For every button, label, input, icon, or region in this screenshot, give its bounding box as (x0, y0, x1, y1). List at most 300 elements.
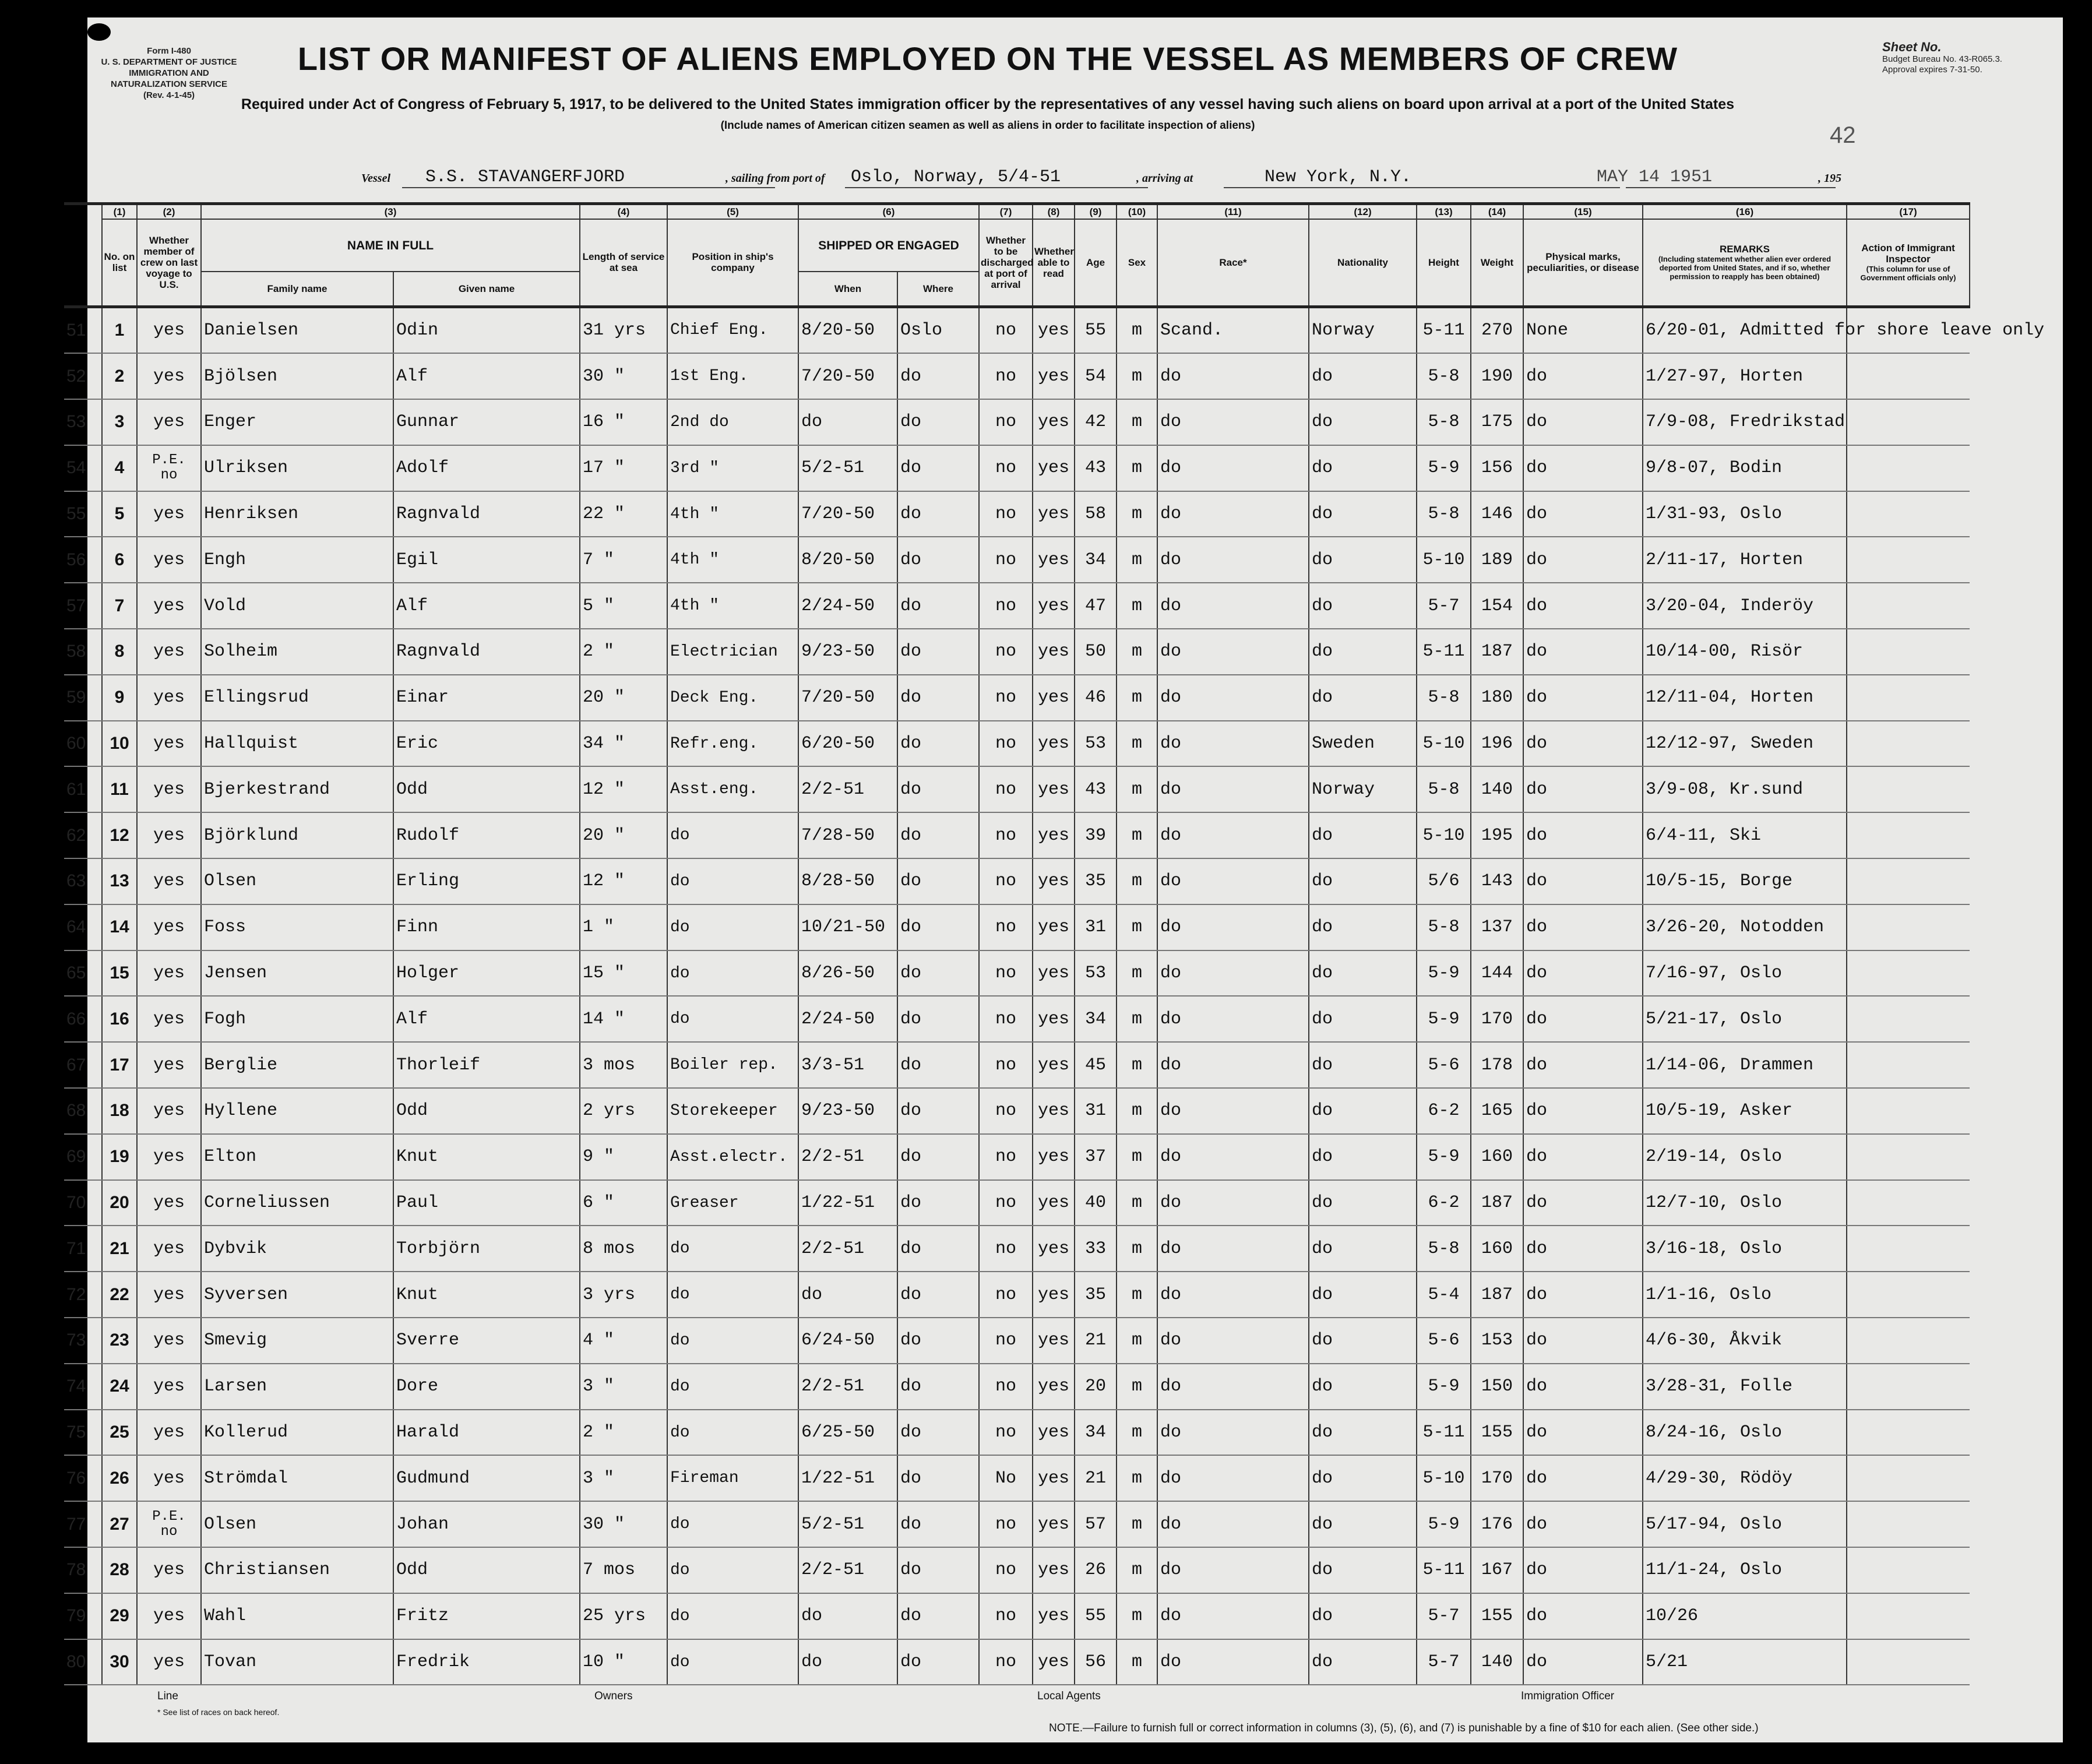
crew-row (64, 1364, 1970, 1410)
crew-row (64, 537, 1970, 583)
fine-note: NOTE.—Failure to furnish full or correct information in columns (3), (5), (6), and (7) is punishable by a fine of $10 for each alien. (See other side.) (1049, 1722, 1759, 1734)
shipped-where: do (897, 996, 979, 1042)
nationality: do (1309, 537, 1417, 583)
weight: 187 (1471, 629, 1523, 675)
last-voyage: yes (137, 491, 201, 537)
line-number: 74 (64, 1364, 102, 1410)
shipped-where: do (897, 537, 979, 583)
shipped-when: do (798, 1639, 897, 1685)
shipped-where: do (897, 766, 979, 812)
last-voyage: yes (137, 1455, 201, 1501)
inspector-subtitle: (This column for use of Government officials only) (1860, 265, 1956, 283)
physical-marks: do (1523, 491, 1643, 537)
remarks: 10/5-19, Asker (1643, 1088, 1847, 1134)
able-to-read: yes (1033, 1639, 1075, 1685)
list-number: 2 (102, 353, 137, 399)
race: do (1157, 1364, 1309, 1410)
nationality: do (1309, 1180, 1417, 1226)
age: 39 (1075, 812, 1117, 858)
given-name: Finn (393, 904, 580, 950)
line-number: 61 (64, 766, 102, 812)
list-number: 17 (102, 1042, 137, 1088)
age: 53 (1075, 950, 1117, 997)
remarks: 1/27-97, Horten (1643, 353, 1847, 399)
last-voyage: yes (137, 1272, 201, 1318)
inspector-action (1847, 629, 1970, 675)
list-number: 25 (102, 1410, 137, 1456)
punch-hole (87, 23, 111, 41)
family-name: Solheim (201, 629, 393, 675)
position: 1st Eng. (667, 353, 798, 399)
able-to-read: yes (1033, 1134, 1075, 1180)
given-name: Harald (393, 1410, 580, 1456)
nationality: do (1309, 812, 1417, 858)
discharged: no (979, 399, 1033, 445)
shipped-when: 6/20-50 (798, 721, 897, 767)
shipped-where: do (897, 1180, 979, 1226)
physical-marks: do (1523, 766, 1643, 812)
able-to-read: yes (1033, 1180, 1075, 1226)
col-number: (6) (798, 204, 979, 220)
last-voyage: yes (137, 583, 201, 629)
last-voyage: yes (137, 904, 201, 950)
inspector-action (1847, 996, 1970, 1042)
inspector-action (1847, 1134, 1970, 1180)
remarks: 10/26 (1643, 1593, 1847, 1639)
height: 5-8 (1417, 399, 1471, 445)
age: 53 (1075, 721, 1117, 767)
shipped-when: 9/23-50 (798, 1088, 897, 1134)
service-length: 10 " (580, 1639, 667, 1685)
service-length: 2 " (580, 1410, 667, 1456)
position: Refr.eng. (667, 721, 798, 767)
discharged: no (979, 1318, 1033, 1364)
physical-marks: do (1523, 812, 1643, 858)
line-number: 54 (64, 445, 102, 491)
discharged: no (979, 812, 1033, 858)
revision: (Rev. 4-1-45) (143, 90, 195, 100)
discharged: no (979, 307, 1033, 353)
height: 5-10 (1417, 721, 1471, 767)
list-number: 6 (102, 537, 137, 583)
able-to-read: yes (1033, 1547, 1075, 1593)
service-length: 34 " (580, 721, 667, 767)
able-to-read: yes (1033, 858, 1075, 904)
line-number: 60 (64, 721, 102, 767)
family-name: Bjerkestrand (201, 766, 393, 812)
discharged: no (979, 1410, 1033, 1456)
shipped-where: do (897, 904, 979, 950)
inspector-action (1847, 1639, 1970, 1685)
able-to-read: yes (1033, 445, 1075, 491)
sex: m (1117, 491, 1157, 537)
family-name: Hyllene (201, 1088, 393, 1134)
crew-row (64, 1226, 1970, 1272)
discharged: No (979, 1455, 1033, 1501)
shipped-where: do (897, 812, 979, 858)
last-voyage: yes (137, 996, 201, 1042)
list-number: 4 (102, 445, 137, 491)
nationality: do (1309, 1455, 1417, 1501)
line-number: 69 (64, 1134, 102, 1180)
shipped-where: do (897, 721, 979, 767)
weight: 170 (1471, 996, 1523, 1042)
shipped-where: do (897, 1226, 979, 1272)
discharged: no (979, 950, 1033, 997)
nationality: do (1309, 996, 1417, 1042)
nationality: do (1309, 1226, 1417, 1272)
discharged: no (979, 858, 1033, 904)
family-name: Ellingsrud (201, 675, 393, 721)
sex: m (1117, 1364, 1157, 1410)
sex: m (1117, 1088, 1157, 1134)
arriving-label: , arriving at (1136, 172, 1193, 185)
sex: m (1117, 1042, 1157, 1088)
race: do (1157, 721, 1309, 767)
shipped-where: do (897, 399, 979, 445)
col-given-name: Given name (393, 272, 580, 307)
remarks: 4/29-30, Rödöy (1643, 1455, 1847, 1501)
sailing-label: , sailing from port of (725, 172, 825, 185)
discharged: no (979, 537, 1033, 583)
service-length: 6 " (580, 1180, 667, 1226)
arrival-date: MAY 14 1951 (1597, 167, 1713, 187)
family-name: Jensen (201, 950, 393, 997)
physical-marks: do (1523, 721, 1643, 767)
race: do (1157, 766, 1309, 812)
discharged: no (979, 491, 1033, 537)
last-voyage: yes (137, 1639, 201, 1685)
sailing-port: Oslo, Norway, 5/4-51 (851, 167, 1061, 187)
race: do (1157, 445, 1309, 491)
inspector-action (1847, 491, 1970, 537)
nationality: Norway (1309, 766, 1417, 812)
list-number: 13 (102, 858, 137, 904)
weight: 180 (1471, 675, 1523, 721)
height: 5-9 (1417, 950, 1471, 997)
able-to-read: yes (1033, 1272, 1075, 1318)
weight: 140 (1471, 766, 1523, 812)
given-name: Knut (393, 1272, 580, 1318)
line-number: 55 (64, 491, 102, 537)
service-length: 2 yrs (580, 1088, 667, 1134)
underline (845, 187, 1148, 188)
physical-marks: do (1523, 583, 1643, 629)
line-number: 59 (64, 675, 102, 721)
list-number: 5 (102, 491, 137, 537)
list-number: 23 (102, 1318, 137, 1364)
remarks: 4/6-30, Åkvik (1643, 1318, 1847, 1364)
able-to-read: yes (1033, 537, 1075, 583)
shipped-when: 6/25-50 (798, 1410, 897, 1456)
age: 33 (1075, 1226, 1117, 1272)
last-voyage: yes (137, 1226, 201, 1272)
given-name: Einar (393, 675, 580, 721)
given-name: Sverre (393, 1318, 580, 1364)
crew-row (64, 307, 1970, 353)
family-name: Corneliussen (201, 1180, 393, 1226)
inspector-action (1847, 1226, 1970, 1272)
given-name: Holger (393, 950, 580, 997)
position: Asst.electr. (667, 1134, 798, 1180)
col-when: When (798, 272, 897, 307)
sex: m (1117, 858, 1157, 904)
remarks: 6/4-11, Ski (1643, 812, 1847, 858)
last-voyage: yes (137, 1547, 201, 1593)
height: 5-9 (1417, 1134, 1471, 1180)
shipped-when: 9/23-50 (798, 629, 897, 675)
line-number: 52 (64, 353, 102, 399)
age: 42 (1075, 399, 1117, 445)
inspector-action (1847, 675, 1970, 721)
physical-marks: do (1523, 399, 1643, 445)
service-length: 1 " (580, 904, 667, 950)
able-to-read: yes (1033, 721, 1075, 767)
footer-owners-label: Owners (594, 1690, 633, 1702)
family-name: Hallquist (201, 721, 393, 767)
age: 31 (1075, 904, 1117, 950)
family-name: Bjölsen (201, 353, 393, 399)
inspector-action (1847, 904, 1970, 950)
family-name: Berglie (201, 1042, 393, 1088)
crew-row (64, 1547, 1970, 1593)
col-race: Race* (1157, 219, 1309, 307)
height: 5-7 (1417, 1593, 1471, 1639)
race: do (1157, 1410, 1309, 1456)
col-nationality: Nationality (1309, 219, 1417, 307)
last-voyage: yes (137, 1180, 201, 1226)
arriving-port: New York, N.Y. (1265, 167, 1412, 187)
family-name: Fogh (201, 996, 393, 1042)
sex: m (1117, 1318, 1157, 1364)
sex: m (1117, 721, 1157, 767)
last-voyage: yes (137, 537, 201, 583)
race: do (1157, 1272, 1309, 1318)
shipped-when: 8/20-50 (798, 537, 897, 583)
shipped-where: do (897, 1639, 979, 1685)
shipped-when: 2/2-51 (798, 1134, 897, 1180)
discharged: no (979, 583, 1033, 629)
able-to-read: yes (1033, 1410, 1075, 1456)
list-number: 9 (102, 675, 137, 721)
nationality: Sweden (1309, 721, 1417, 767)
inspector-action (1847, 1088, 1970, 1134)
shipped-when: 8/26-50 (798, 950, 897, 997)
able-to-read: yes (1033, 1226, 1075, 1272)
height: 5-8 (1417, 491, 1471, 537)
able-to-read: yes (1033, 766, 1075, 812)
able-to-read: yes (1033, 1455, 1075, 1501)
year-label: , 195 (1818, 172, 1841, 185)
discharged: no (979, 904, 1033, 950)
col-remarks (1643, 219, 1847, 307)
last-voyage: yes (137, 858, 201, 904)
remarks: 3/9-08, Kr.sund (1643, 766, 1847, 812)
able-to-read: yes (1033, 904, 1075, 950)
height: 5-8 (1417, 353, 1471, 399)
weight: 167 (1471, 1547, 1523, 1593)
able-to-read: yes (1033, 1088, 1075, 1134)
sex: m (1117, 307, 1157, 353)
col-no-on-list: No. on list (102, 219, 137, 307)
age: 50 (1075, 629, 1117, 675)
shipped-where: do (897, 675, 979, 721)
weight: 137 (1471, 904, 1523, 950)
age: 37 (1075, 1134, 1117, 1180)
crew-rows (64, 307, 2045, 1685)
weight: 165 (1471, 1088, 1523, 1134)
inspector-action (1847, 812, 1970, 858)
remarks: 3/28-31, Folle (1643, 1364, 1847, 1410)
inspector-action (1847, 1042, 1970, 1088)
nationality: do (1309, 1547, 1417, 1593)
able-to-read: yes (1033, 399, 1075, 445)
height: 5-10 (1417, 1455, 1471, 1501)
shipped-where: do (897, 353, 979, 399)
given-name: Torbjörn (393, 1226, 580, 1272)
line-number: 72 (64, 1272, 102, 1318)
footer-officer-label: Immigration Officer (1521, 1690, 1615, 1702)
line-number: 64 (64, 904, 102, 950)
physical-marks: do (1523, 950, 1643, 997)
col-discharged: Whether to be discharged at port of arrival (979, 219, 1033, 307)
line-number: 67 (64, 1042, 102, 1088)
shipped-when: 1/22-51 (798, 1180, 897, 1226)
service-length: 5 " (580, 583, 667, 629)
list-number: 11 (102, 766, 137, 812)
position: do (667, 1364, 798, 1410)
able-to-read: yes (1033, 675, 1075, 721)
shipped-where: do (897, 445, 979, 491)
family-name: Björklund (201, 812, 393, 858)
shipped-where: do (897, 1364, 979, 1410)
able-to-read: yes (1033, 950, 1075, 997)
service-length: 7 mos (580, 1547, 667, 1593)
inspector-action (1847, 1410, 1970, 1456)
physical-marks: do (1523, 858, 1643, 904)
race: do (1157, 537, 1309, 583)
given-name: Gudmund (393, 1455, 580, 1501)
remarks: 3/16-18, Oslo (1643, 1226, 1847, 1272)
col-length-of-service: Length of service at sea (580, 219, 667, 307)
weight: 189 (1471, 537, 1523, 583)
last-voyage: yes (137, 675, 201, 721)
able-to-read: yes (1033, 1364, 1075, 1410)
physical-marks: do (1523, 1639, 1643, 1685)
age: 31 (1075, 1088, 1117, 1134)
physical-marks: do (1523, 445, 1643, 491)
remarks: 3/26-20, Notodden (1643, 904, 1847, 950)
crew-row (64, 996, 1970, 1042)
family-name: Ulriksen (201, 445, 393, 491)
shipped-when: do (798, 399, 897, 445)
nationality: do (1309, 1410, 1417, 1456)
race: do (1157, 904, 1309, 950)
age: 45 (1075, 1042, 1117, 1088)
race: do (1157, 1501, 1309, 1547)
shipped-when: do (798, 1272, 897, 1318)
weight: 187 (1471, 1180, 1523, 1226)
weight: 143 (1471, 858, 1523, 904)
race: do (1157, 675, 1309, 721)
list-number: 12 (102, 812, 137, 858)
crew-row (64, 583, 1970, 629)
height: 5-8 (1417, 904, 1471, 950)
position: do (667, 1501, 798, 1547)
family-name: Syversen (201, 1272, 393, 1318)
given-name: Alf (393, 996, 580, 1042)
approval-expiry: Approval expires 7-31-50. (1882, 65, 1982, 75)
remarks: 1/1-16, Oslo (1643, 1272, 1847, 1318)
service-length: 30 " (580, 1501, 667, 1547)
list-number: 21 (102, 1226, 137, 1272)
sex: m (1117, 1226, 1157, 1272)
column-number-row (64, 204, 1970, 220)
col-number: (14) (1471, 204, 1523, 220)
position: do (667, 1318, 798, 1364)
crew-row (64, 858, 1970, 904)
shipped-where: do (897, 1042, 979, 1088)
remarks: 1/14-06, Drammen (1643, 1042, 1847, 1088)
inspector-action (1847, 1455, 1970, 1501)
shipped-when: 2/2-51 (798, 1364, 897, 1410)
last-voyage: yes (137, 766, 201, 812)
shipped-when: 3/3-51 (798, 1042, 897, 1088)
height: 5/6 (1417, 858, 1471, 904)
physical-marks: do (1523, 1593, 1643, 1639)
inspector-title: Action of Immigrant Inspector (1861, 242, 1955, 265)
remarks-subtitle: (Including statement whether alien ever ordered deported from United States, and if so, whether permission to reapply has been obtained) (1658, 255, 1832, 281)
nationality: do (1309, 1501, 1417, 1547)
shipped-when: 7/20-50 (798, 491, 897, 537)
requirement-text: Required under Act of Congress of February 5, 1917, to be delivered to the United States immigration officer by the representatives of any vessel having such aliens on board upon arrival at a port of the United States (241, 96, 1735, 112)
sex: m (1117, 353, 1157, 399)
race: do (1157, 950, 1309, 997)
line-number: 80 (64, 1639, 102, 1685)
weight: 160 (1471, 1226, 1523, 1272)
height: 5-9 (1417, 1501, 1471, 1547)
shipped-when: 7/20-50 (798, 675, 897, 721)
sex: m (1117, 1134, 1157, 1180)
nationality: do (1309, 445, 1417, 491)
list-number: 19 (102, 1134, 137, 1180)
list-number: 14 (102, 904, 137, 950)
list-number: 30 (102, 1639, 137, 1685)
position: 4th " (667, 491, 798, 537)
family-name: Elton (201, 1134, 393, 1180)
inspector-action (1847, 1318, 1970, 1364)
shipped-where: do (897, 1501, 979, 1547)
service-length: 8 mos (580, 1226, 667, 1272)
column-header-row (64, 219, 1970, 272)
remarks: 12/7-10, Oslo (1643, 1180, 1847, 1226)
list-number: 7 (102, 583, 137, 629)
crew-row (64, 1134, 1970, 1180)
remarks: 12/11-04, Horten (1643, 675, 1847, 721)
sheet-info (1882, 42, 2057, 75)
given-name: Eric (393, 721, 580, 767)
list-number: 24 (102, 1364, 137, 1410)
sex: m (1117, 537, 1157, 583)
position: do (667, 996, 798, 1042)
height: 5-9 (1417, 996, 1471, 1042)
weight: 155 (1471, 1593, 1523, 1639)
sex: m (1117, 399, 1157, 445)
list-number: 10 (102, 721, 137, 767)
race: do (1157, 1593, 1309, 1639)
crew-row (64, 1410, 1970, 1456)
given-name: Fritz (393, 1593, 580, 1639)
